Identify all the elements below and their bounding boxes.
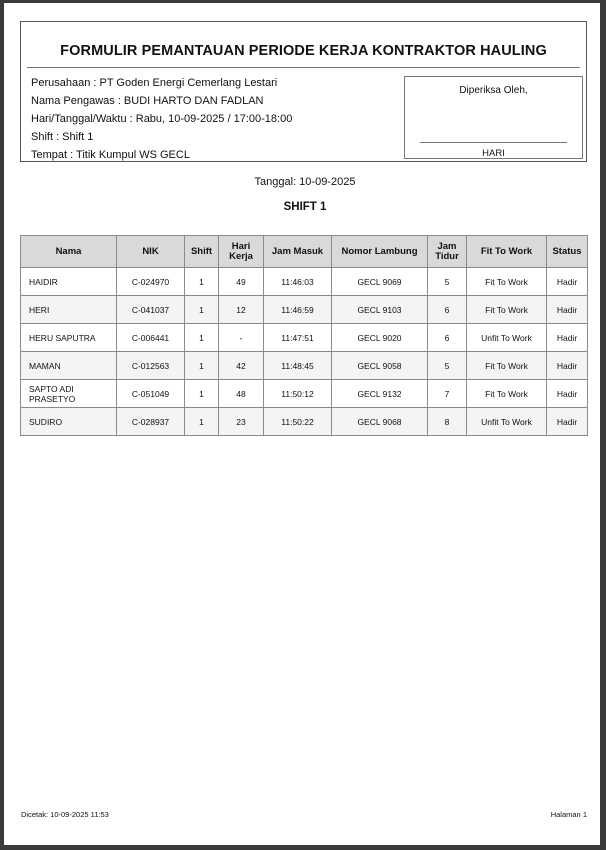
company-field: Perusahaan : PT Goden Energi Cemerlang Lestari: [31, 77, 278, 89]
column-header: Hari Kerja: [219, 236, 264, 268]
cell-jam-masuk: 11:50:12: [264, 380, 332, 408]
table-row: [21, 324, 588, 352]
signature-line: [420, 142, 567, 143]
cell-fit-to-work: Unfit To Work: [467, 408, 547, 436]
column-header: Jam Masuk: [264, 236, 332, 268]
table-row: [21, 408, 588, 436]
signature-name: HARI: [482, 148, 505, 159]
document-page: [4, 3, 600, 845]
attendance-table: [20, 235, 588, 436]
column-header: Nama: [21, 236, 117, 268]
cell-fit-to-work: Fit To Work: [467, 352, 547, 380]
cell-jam-tidur: 8: [428, 408, 467, 436]
column-header: Fit To Work: [467, 236, 547, 268]
cell-nik: C-041037: [117, 296, 185, 324]
cell-nik: C-012563: [117, 352, 185, 380]
page-number: Halaman 1: [550, 810, 587, 819]
cell-nomor-lambung: GECL 9069: [332, 268, 428, 296]
cell-nomor-lambung: GECL 9132: [332, 380, 428, 408]
cell-hari-kerja: 12: [219, 296, 264, 324]
column-header: Nomor Lambung: [332, 236, 428, 268]
table-row: [21, 380, 588, 408]
column-header: NIK: [117, 236, 185, 268]
cell-hari-kerja: 23: [219, 408, 264, 436]
signature-box: [404, 76, 583, 159]
cell-jam-masuk: 11:50:22: [264, 408, 332, 436]
cell-shift: 1: [185, 296, 219, 324]
cell-fit-to-work: Fit To Work: [467, 380, 547, 408]
cell-nomor-lambung: GECL 9058: [332, 352, 428, 380]
cell-nama: HERI: [21, 296, 117, 324]
date-time-field: Hari/Tanggal/Waktu : Rabu, 10-09-2025 / 17:00-18:00: [31, 113, 293, 125]
cell-status: Hadir: [547, 268, 588, 296]
cell-nik: C-028937: [117, 408, 185, 436]
cell-nomor-lambung: GECL 9020: [332, 324, 428, 352]
table-row: [21, 268, 588, 296]
cell-jam-tidur: 7: [428, 380, 467, 408]
cell-hari-kerja: 48: [219, 380, 264, 408]
title-divider: [27, 67, 580, 68]
cell-nama: SAPTO ADI PRASETYO: [21, 380, 117, 408]
cell-jam-tidur: 5: [428, 268, 467, 296]
form-header-box: [20, 21, 587, 162]
column-header: Status: [547, 236, 588, 268]
cell-shift: 1: [185, 324, 219, 352]
cell-nama: HAIDIR: [21, 268, 117, 296]
cell-status: Hadir: [547, 352, 588, 380]
cell-jam-tidur: 5: [428, 352, 467, 380]
column-header: Shift: [185, 236, 219, 268]
shift-field: Shift : Shift 1: [31, 131, 94, 143]
cell-nama: SUDIRO: [21, 408, 117, 436]
shift-heading: SHIFT 1: [283, 201, 327, 213]
table-header-row: [21, 236, 588, 268]
cell-hari-kerja: -: [219, 324, 264, 352]
cell-fit-to-work: Fit To Work: [467, 268, 547, 296]
cell-nik: C-006441: [117, 324, 185, 352]
printed-timestamp: Dicetak: 10-09-2025 11:53: [21, 810, 109, 819]
cell-jam-masuk: 11:47:51: [264, 324, 332, 352]
cell-jam-tidur: 6: [428, 324, 467, 352]
signature-title: Diperiksa Oleh,: [459, 85, 528, 96]
report-date: Tanggal: 10-09-2025: [254, 176, 356, 188]
form-title: FORMULIR PEMANTAUAN PERIODE KERJA KONTRAKTOR HAULING: [60, 43, 547, 59]
cell-shift: 1: [185, 352, 219, 380]
cell-hari-kerja: 42: [219, 352, 264, 380]
table-row: [21, 296, 588, 324]
cell-status: Hadir: [547, 324, 588, 352]
cell-shift: 1: [185, 408, 219, 436]
cell-jam-masuk: 11:48:45: [264, 352, 332, 380]
supervisor-field: Nama Pengawas : BUDI HARTO DAN FADLAN: [31, 95, 264, 107]
cell-jam-tidur: 6: [428, 296, 467, 324]
cell-shift: 1: [185, 380, 219, 408]
cell-nama: MAMAN: [21, 352, 117, 380]
location-field: Tempat : Titik Kumpul WS GECL: [31, 149, 190, 161]
cell-nomor-lambung: GECL 9103: [332, 296, 428, 324]
cell-shift: 1: [185, 268, 219, 296]
cell-jam-masuk: 11:46:03: [264, 268, 332, 296]
cell-nomor-lambung: GECL 9068: [332, 408, 428, 436]
cell-nik: C-051049: [117, 380, 185, 408]
cell-fit-to-work: Unfit To Work: [467, 324, 547, 352]
cell-status: Hadir: [547, 380, 588, 408]
cell-nik: C-024970: [117, 268, 185, 296]
table-row: [21, 352, 588, 380]
cell-nama: HERU SAPUTRA: [21, 324, 117, 352]
cell-fit-to-work: Fit To Work: [467, 296, 547, 324]
cell-jam-masuk: 11:46:59: [264, 296, 332, 324]
cell-status: Hadir: [547, 408, 588, 436]
cell-hari-kerja: 49: [219, 268, 264, 296]
cell-status: Hadir: [547, 296, 588, 324]
column-header: Jam Tidur: [428, 236, 467, 268]
